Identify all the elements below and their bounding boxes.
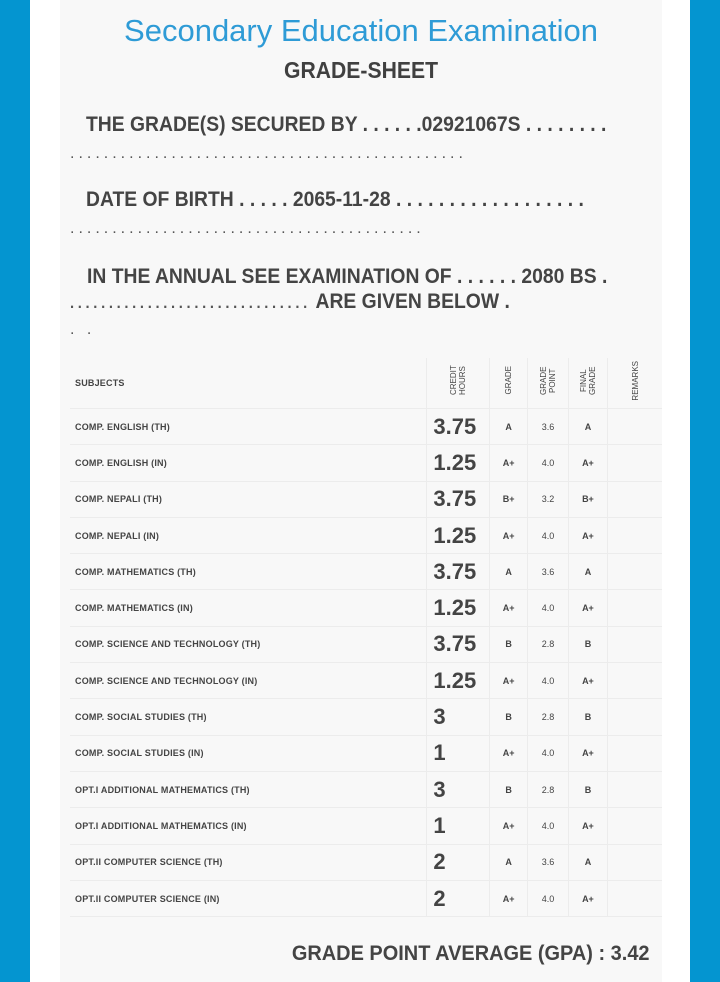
dots: . . . . . . . . . . . . . . . . . .: [395, 188, 584, 211]
final-grade-cell: A+: [568, 735, 607, 771]
final-grade-cell: A+: [568, 517, 607, 553]
remarks-cell: [608, 517, 662, 553]
grade-cell: B: [490, 699, 528, 735]
table-row: [70, 699, 662, 735]
final-grade-cell: A+: [568, 590, 607, 626]
header-remarks: [608, 358, 662, 409]
dotted-line: ...............................................: [70, 145, 467, 162]
grade-cell: A+: [490, 517, 528, 553]
grade-point-cell: 2.8: [528, 699, 568, 735]
remarks-cell: [608, 808, 662, 844]
subject-cell: COMP. SOCIAL STUDIES (TH): [70, 699, 427, 735]
final-grade-cell: A: [568, 409, 607, 445]
header-final-grade: [568, 358, 607, 409]
table-header-row: [70, 358, 662, 409]
grade-sheet-heading: GRADE-SHEET: [283, 57, 439, 83]
table-row: [70, 445, 662, 481]
final-grade-cell: A+: [568, 808, 607, 844]
grade-point-cell: 4.0: [528, 590, 568, 626]
given-below-text: ARE GIVEN BELOW: [315, 290, 500, 313]
grade-cell: A: [490, 409, 528, 445]
credit-hours-cell: 3.75: [427, 409, 490, 445]
exam-title: Secondary Education Examination: [124, 13, 598, 48]
table-row: [70, 409, 662, 445]
gpa-label: GRADE POINT AVERAGE (GPA) :: [292, 942, 606, 965]
right-blue-border: [690, 0, 720, 982]
subject-cell: COMP. SCIENCE AND TECHNOLOGY (TH): [70, 626, 427, 662]
table-row: [70, 554, 662, 590]
final-grade-cell: B: [568, 771, 607, 807]
grade-cell: B: [490, 626, 528, 662]
subject-cell: COMP. NEPALI (IN): [70, 517, 427, 553]
table-row: [70, 626, 662, 662]
remarks-cell: [608, 409, 662, 445]
final-grade-cell: A: [568, 554, 607, 590]
remarks-cell: [608, 626, 662, 662]
dots: .: [601, 265, 608, 288]
dots: . . . . . . . .: [525, 113, 607, 136]
header-credit-hours: [427, 358, 490, 409]
credit-hours-cell: 3: [427, 771, 490, 807]
subject-cell: COMP. NEPALI (TH): [70, 481, 427, 517]
dotted-line: ..........................................: [70, 220, 425, 237]
credit-hours-cell: 1.25: [427, 590, 490, 626]
given-below-line: [70, 290, 608, 314]
dotted-line: . .: [70, 321, 96, 338]
grade-point-cell: 4.0: [528, 663, 568, 699]
credit-hours-cell: 2: [427, 880, 490, 916]
credit-hours-cell: 3: [427, 699, 490, 735]
dots: .: [504, 290, 510, 313]
subject-cell: COMP. SCIENCE AND TECHNOLOGY (IN): [70, 663, 427, 699]
remarks-cell: [608, 481, 662, 517]
remarks-cell: [608, 844, 662, 880]
credit-hours-cell: 1.25: [427, 663, 490, 699]
final-grade-cell: A: [568, 844, 607, 880]
remarks-cell: [608, 445, 662, 481]
credit-hours-cell: 3.75: [427, 626, 490, 662]
remarks-cell: [608, 699, 662, 735]
subject-cell: OPT.I ADDITIONAL MATHEMATICS (TH): [70, 771, 427, 807]
header-grade-point-text: GRADE POINT: [539, 366, 558, 395]
remarks-cell: [608, 554, 662, 590]
grade-point-cell: 4.0: [528, 735, 568, 771]
grade-cell: A+: [490, 880, 528, 916]
final-grade-cell: A+: [568, 445, 607, 481]
grade-point-cell: 4.0: [528, 808, 568, 844]
credit-hours-cell: 1: [427, 808, 490, 844]
table-row: [70, 590, 662, 626]
credit-hours-cell: 1: [427, 735, 490, 771]
final-grade-cell: B: [568, 626, 607, 662]
credit-hours-cell: 2: [427, 844, 490, 880]
header-subjects: SUBJECTS: [70, 358, 427, 409]
remarks-cell: [608, 663, 662, 699]
remarks-cell: [608, 880, 662, 916]
remarks-cell: [608, 771, 662, 807]
grade-cell: A: [490, 554, 528, 590]
header-final-grade-text: FINAL GRADE: [578, 366, 597, 395]
remarks-cell: [608, 735, 662, 771]
grade-point-cell: 4.0: [528, 517, 568, 553]
exam-line: [87, 265, 625, 289]
grade-point-cell: 3.6: [528, 409, 568, 445]
header-credit-hours-text: CREDIT HOURS: [449, 365, 468, 396]
subject-cell: OPT.II COMPUTER SCIENCE (TH): [70, 844, 427, 880]
grade-cell: A+: [490, 808, 528, 844]
grade-point-cell: 2.8: [528, 626, 568, 662]
exam-year: 2080 BS: [521, 265, 597, 288]
final-grade-cell: B+: [568, 481, 607, 517]
secured-by-line: [86, 113, 624, 137]
subject-cell: OPT.II COMPUTER SCIENCE (IN): [70, 880, 427, 916]
grade-cell: A+: [490, 590, 528, 626]
subject-cell: COMP. MATHEMATICS (IN): [70, 590, 427, 626]
table-row: [70, 808, 662, 844]
secured-by-label: THE GRADE(S) SECURED BY: [86, 113, 358, 136]
final-grade-cell: B: [568, 699, 607, 735]
table-row: [70, 844, 662, 880]
symbol-number: 02921067S: [421, 113, 521, 136]
dots: . . . . .: [239, 188, 288, 211]
credit-hours-cell: 1.25: [427, 517, 490, 553]
grade-point-cell: 3.2: [528, 481, 568, 517]
dots: . . . . . .: [456, 265, 517, 288]
dots: . . . . . .: [362, 113, 422, 136]
grade-cell: B+: [490, 481, 528, 517]
credit-hours-cell: 3.75: [427, 481, 490, 517]
left-blue-border: [0, 0, 30, 982]
remarks-cell: [608, 590, 662, 626]
grade-cell: B: [490, 771, 528, 807]
header-grade-point: [528, 358, 568, 409]
dob-label: DATE OF BIRTH: [86, 188, 234, 211]
exam-label: IN THE ANNUAL SEE EXAMINATION OF: [87, 265, 452, 288]
table-row: [70, 481, 662, 517]
grade-point-cell: 4.0: [528, 880, 568, 916]
subject-cell: COMP. SOCIAL STUDIES (IN): [70, 735, 427, 771]
subject-cell: COMP. ENGLISH (IN): [70, 445, 427, 481]
table-row: [70, 880, 662, 916]
grade-cell: A+: [490, 445, 528, 481]
final-grade-cell: A+: [568, 880, 607, 916]
grade-cell: A: [490, 844, 528, 880]
grade-cell: A+: [490, 735, 528, 771]
table-row: [70, 735, 662, 771]
dots: ...............................: [70, 295, 311, 312]
header-remarks-text: REMARKS: [630, 360, 640, 401]
header-grade: [490, 358, 528, 409]
table-row: [70, 771, 662, 807]
grade-point-cell: 4.0: [528, 445, 568, 481]
grades-table: [70, 358, 662, 917]
final-grade-cell: A+: [568, 663, 607, 699]
dob-line: [86, 188, 624, 212]
gpa-line: [292, 942, 650, 966]
grade-point-cell: 3.6: [528, 554, 568, 590]
credit-hours-cell: 3.75: [427, 554, 490, 590]
subject-cell: OPT.I ADDITIONAL MATHEMATICS (IN): [70, 808, 427, 844]
grade-sheet-card: [60, 0, 662, 982]
subject-cell: COMP. ENGLISH (TH): [70, 409, 427, 445]
grade-point-cell: 3.6: [528, 844, 568, 880]
table-row: [70, 663, 662, 699]
dob-value: 2065-11-28: [292, 188, 391, 211]
credit-hours-cell: 1.25: [427, 445, 490, 481]
grade-cell: A+: [490, 663, 528, 699]
header-grade-text: GRADE: [504, 366, 514, 395]
table-row: [70, 517, 662, 553]
grade-point-cell: 2.8: [528, 771, 568, 807]
subject-cell: COMP. MATHEMATICS (TH): [70, 554, 427, 590]
gpa-value: 3.42: [611, 942, 650, 965]
